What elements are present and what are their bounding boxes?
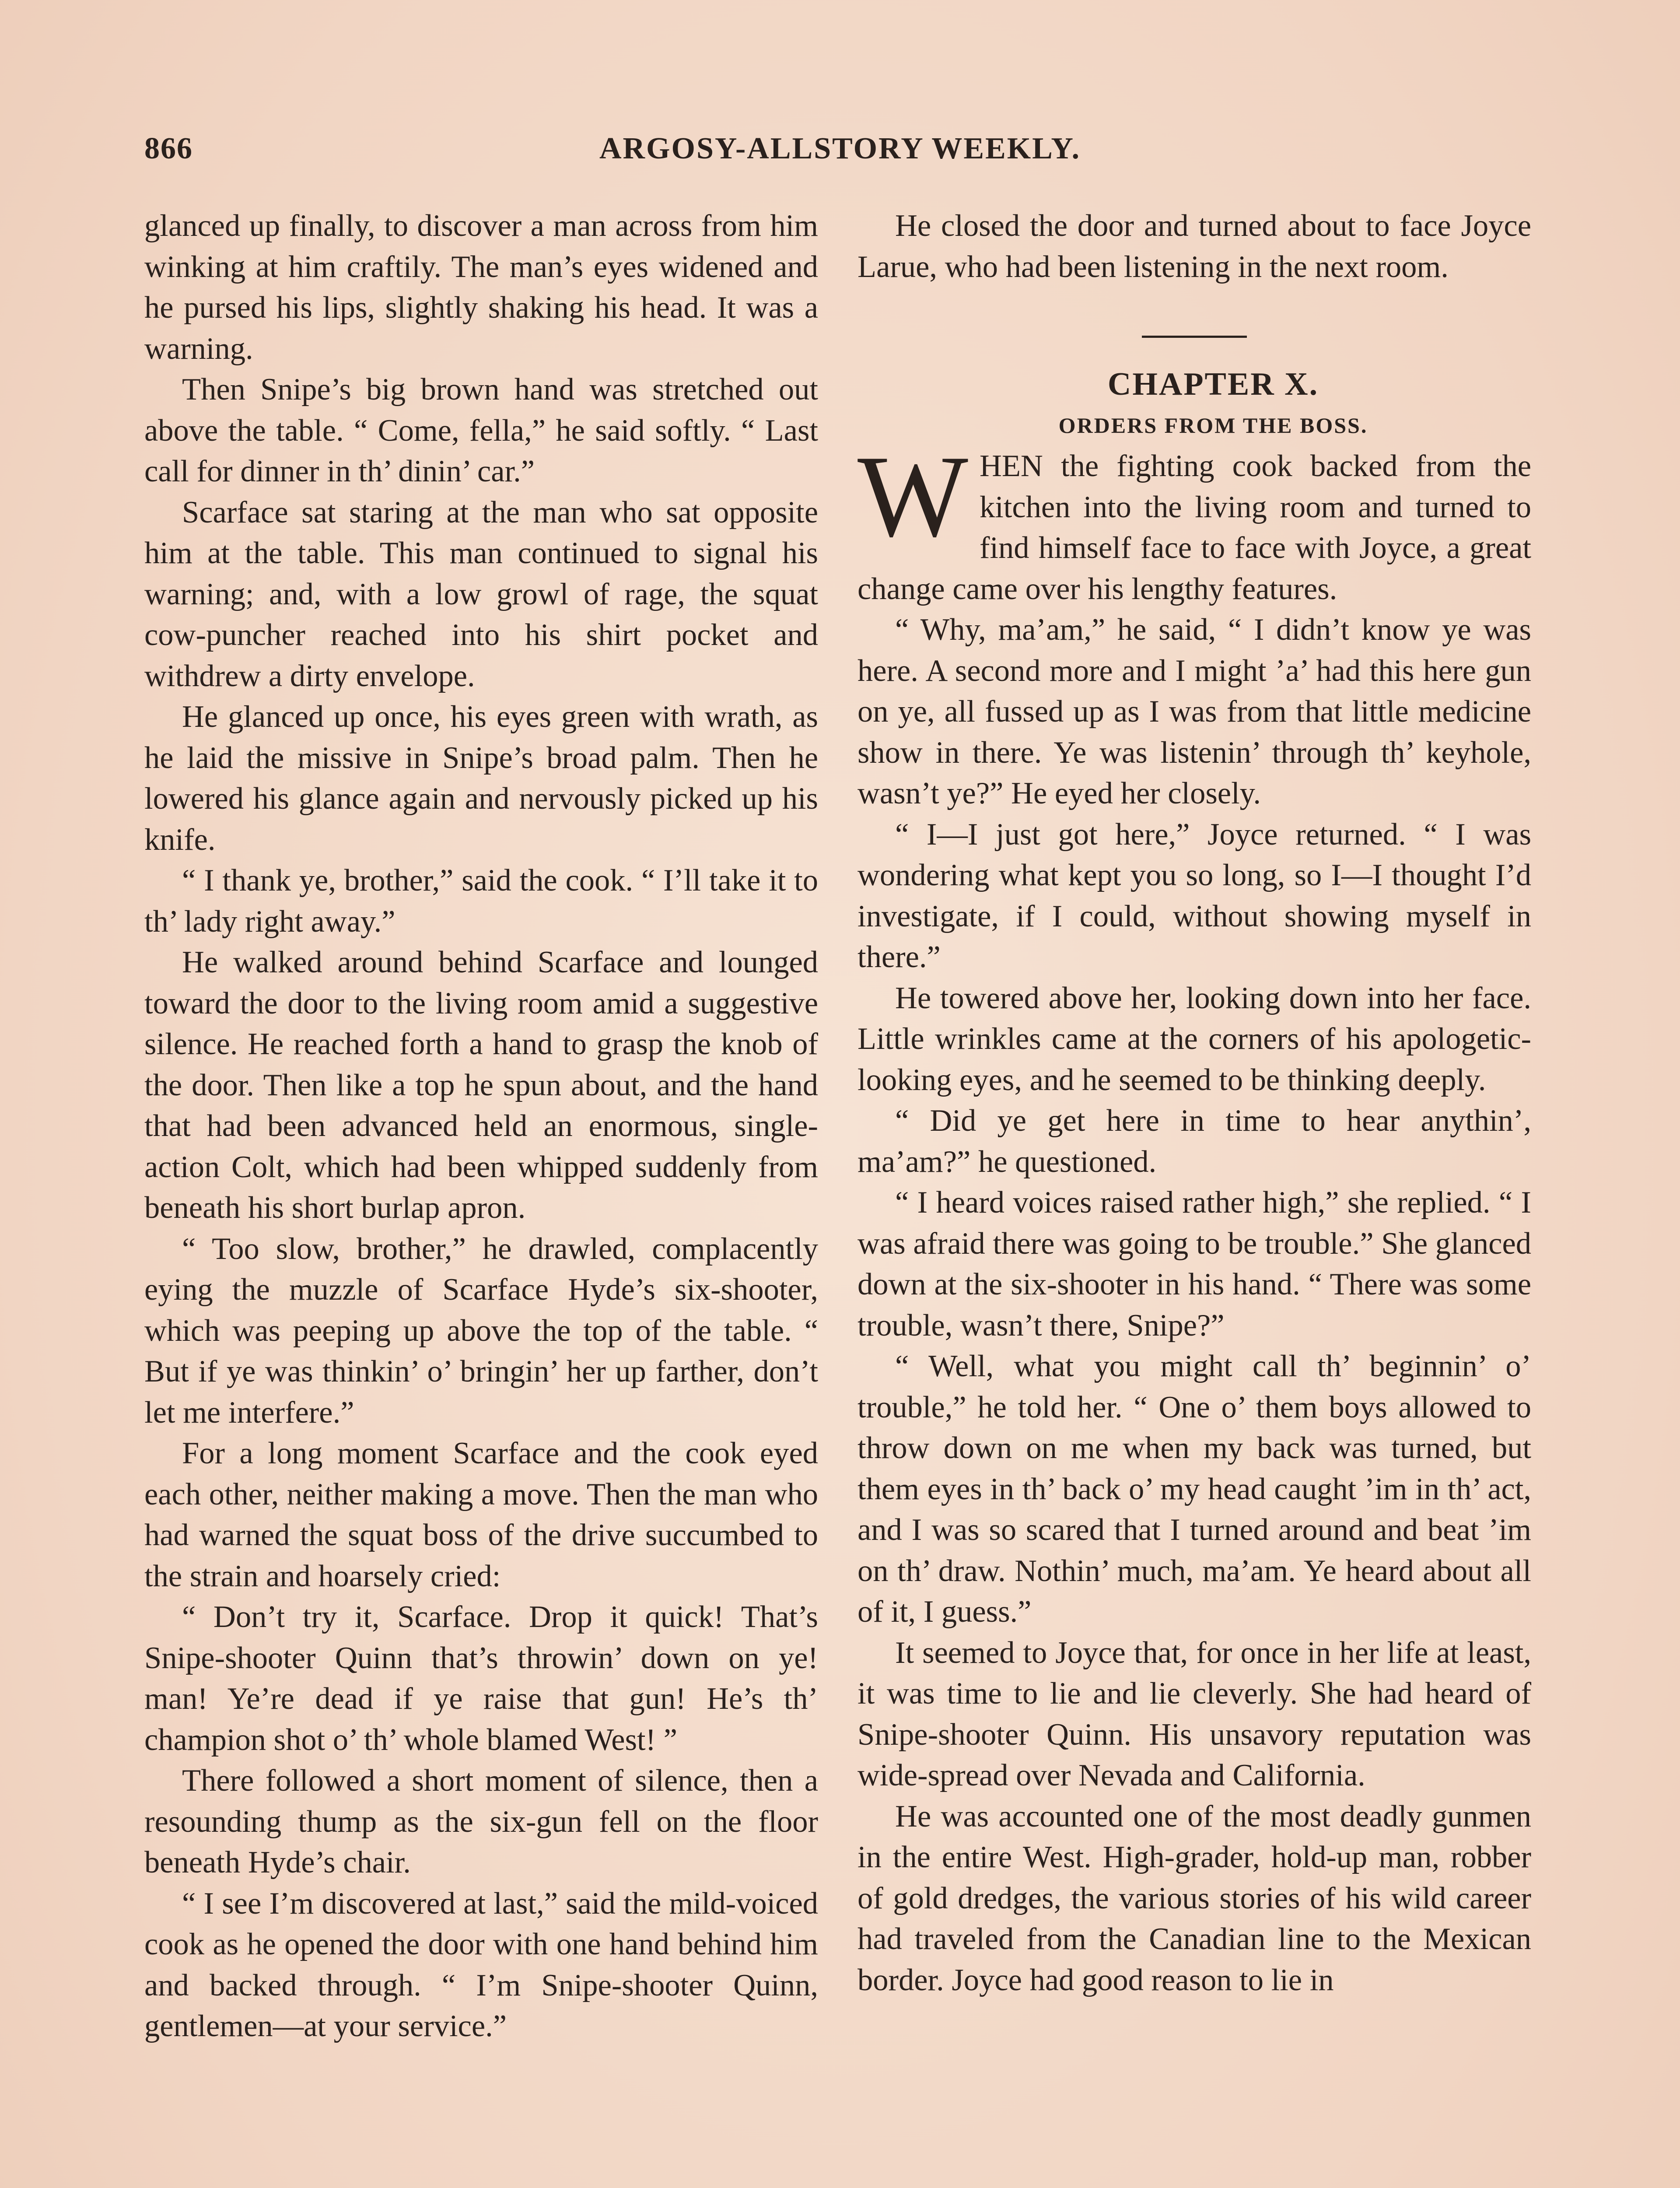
paragraph: “ I—I just got here,” Joyce returned. “ I was wondering what kept you so long, so I—I thought I’d investigate, if I could, without showing myself in there.” (858, 817, 1531, 974)
paragraph: “ I see I’m discovered at last,” said the mild-voiced cook as he opened the door with one hand behind him and backed through. “ I’m Snipe-shooter Quinn, gentlemen—at your service.” (144, 1886, 818, 2043)
page-header (144, 131, 1536, 184)
running-title: ARGOSY-ALLSTORY WEEKLY. (599, 132, 1081, 165)
paragraph: “ Don’t try it, Scarface. Drop it quick! That’s Snipe-shooter Quinn that’s throwin’ down on ye! man! Ye’re dead if ye raise that gun! He’s th’ champion shot o’ th’ whole blamed West! ” (144, 1600, 818, 1757)
paragraph: Then Snipe’s big brown hand was stretched out above the table. “ Come, fella,” he said softly. “ Last call for dinner in th’ dinin’ car.” (144, 372, 818, 488)
paragraph: For a long moment Scarface and the cook eyed each other, neither making a move. Then the man who had warned the squat boss of the drive succumbed to the strain and hoarsely cried: (144, 1436, 818, 1593)
paragraph: He was accounted one of the most deadly gunmen in the entire West. High-grader, hold-up man, robber of gold dredges, the various stories of his wild career had traveled from the Canadian line to the Mexican border. Joyce had good reason to lie in (858, 1799, 1531, 1997)
first-paragraph-text: HEN the fighting cook backed from the kitchen into the living room and turned to find himself face to face with Joyce, a great change came over his lengthy features. (858, 449, 1531, 606)
chapter-subtitle: ORDERS FROM THE BOSS. (1058, 413, 1368, 438)
paragraph: He walked around behind Scarface and lounged toward the door to the living room amid a suggestive silence. He reached forth a hand to grasp the knob of the door. Then like a top he spun about, and the hand that had been advanced held an enormous, single-action Colt, which had been whipped suddenly from beneath his short burlap apron. (144, 945, 818, 1225)
paragraph: “ Too slow, brother,” he drawled, complacently eying the muzzle of Scarface Hyde’s six-shooter, which was peeping up above the top of the table. “ But if ye was thinkin’ o’ bringin’ her up farther, don’t let me interfere.” (144, 1231, 818, 1430)
paragraph: “ I thank ye, brother,” said the cook. “ I’ll take it to th’ lady right away.” (144, 863, 818, 939)
paragraph: glanced up finally, to discover a man across from him winking at him craftily. The man’s eyes widened and he pursed his lips, slightly shaking his head. It was a warning. (144, 209, 818, 366)
paragraph: There followed a short moment of silence, then a resounding thump as the six-gun fell on the floor beneath Hyde’s chair. (144, 1764, 818, 1879)
page-number: 866 (144, 132, 193, 165)
left-column (144, 206, 818, 2047)
paragraph: “ Did ye get here in time to hear anythin’, ma’am?” he questioned. (858, 1104, 1531, 1179)
paragraph: “ Well, what you might call th’ beginnin’ o’ trouble,” he told her. “ One o’ them boys allowed to throw down on me when my back was turned, but them eyes in th’ back o’ my head caught ’im in th’ act, and I was so scared that I turned around and beat ’im on th’ draw. Nothin’ much, ma’am. Ye heard about all of it, I guess.” (858, 1349, 1531, 1629)
paragraph: Scarface sat staring at the man who sat opposite him at the table. This man continued to signal his warning; and, with a low growl of rage, the squat cow-puncher reached into his shirt pocket and withdrew a dirty envelope. (144, 495, 818, 693)
paragraph: He towered above her, looking down into her face. Little wrinkles came at the corners of his apologetic-looking eyes, and he seemed to be thinking deeply. (858, 981, 1531, 1097)
section-divider (1142, 336, 1247, 338)
paragraph: “ Why, ma’am,” he said, “ I didn’t know ye was here. A second more and I might ’a’ had this here gun on ye, all fussed up as I was from that little medicine show in there. Ye was listenin’ through th’ keyhole, wasn’t ye?” He eyed her closely. (858, 613, 1531, 810)
chapter-first-paragraph (858, 431, 1531, 610)
chapter-heading: CHAPTER X. (1107, 366, 1319, 402)
intro-paragraph: He closed the door and turned about to face Joyce Larue, who had been listening in the next room. (858, 209, 1531, 284)
right-column (858, 206, 1531, 2001)
paragraph: “ I heard voices raised rather high,” she replied. “ I was afraid there was going to be trouble.” She glanced down at the six-shooter in his hand. “ There was some trouble, wasn’t there, Snipe?” (858, 1185, 1531, 1343)
paragraph: It seemed to Joyce that, for once in her life at least, it was time to lie and lie cleverly. She had heard of Snipe-shooter Quinn. His unsavory reputation was wide-spread over Nevada and California. (858, 1635, 1531, 1792)
paragraph: He glanced up once, his eyes green with wrath, as he laid the missive in Snipe’s broad palm. Then he lowered his glance again and nervously picked up his knife. (144, 700, 818, 857)
drop-cap: W (858, 431, 968, 561)
